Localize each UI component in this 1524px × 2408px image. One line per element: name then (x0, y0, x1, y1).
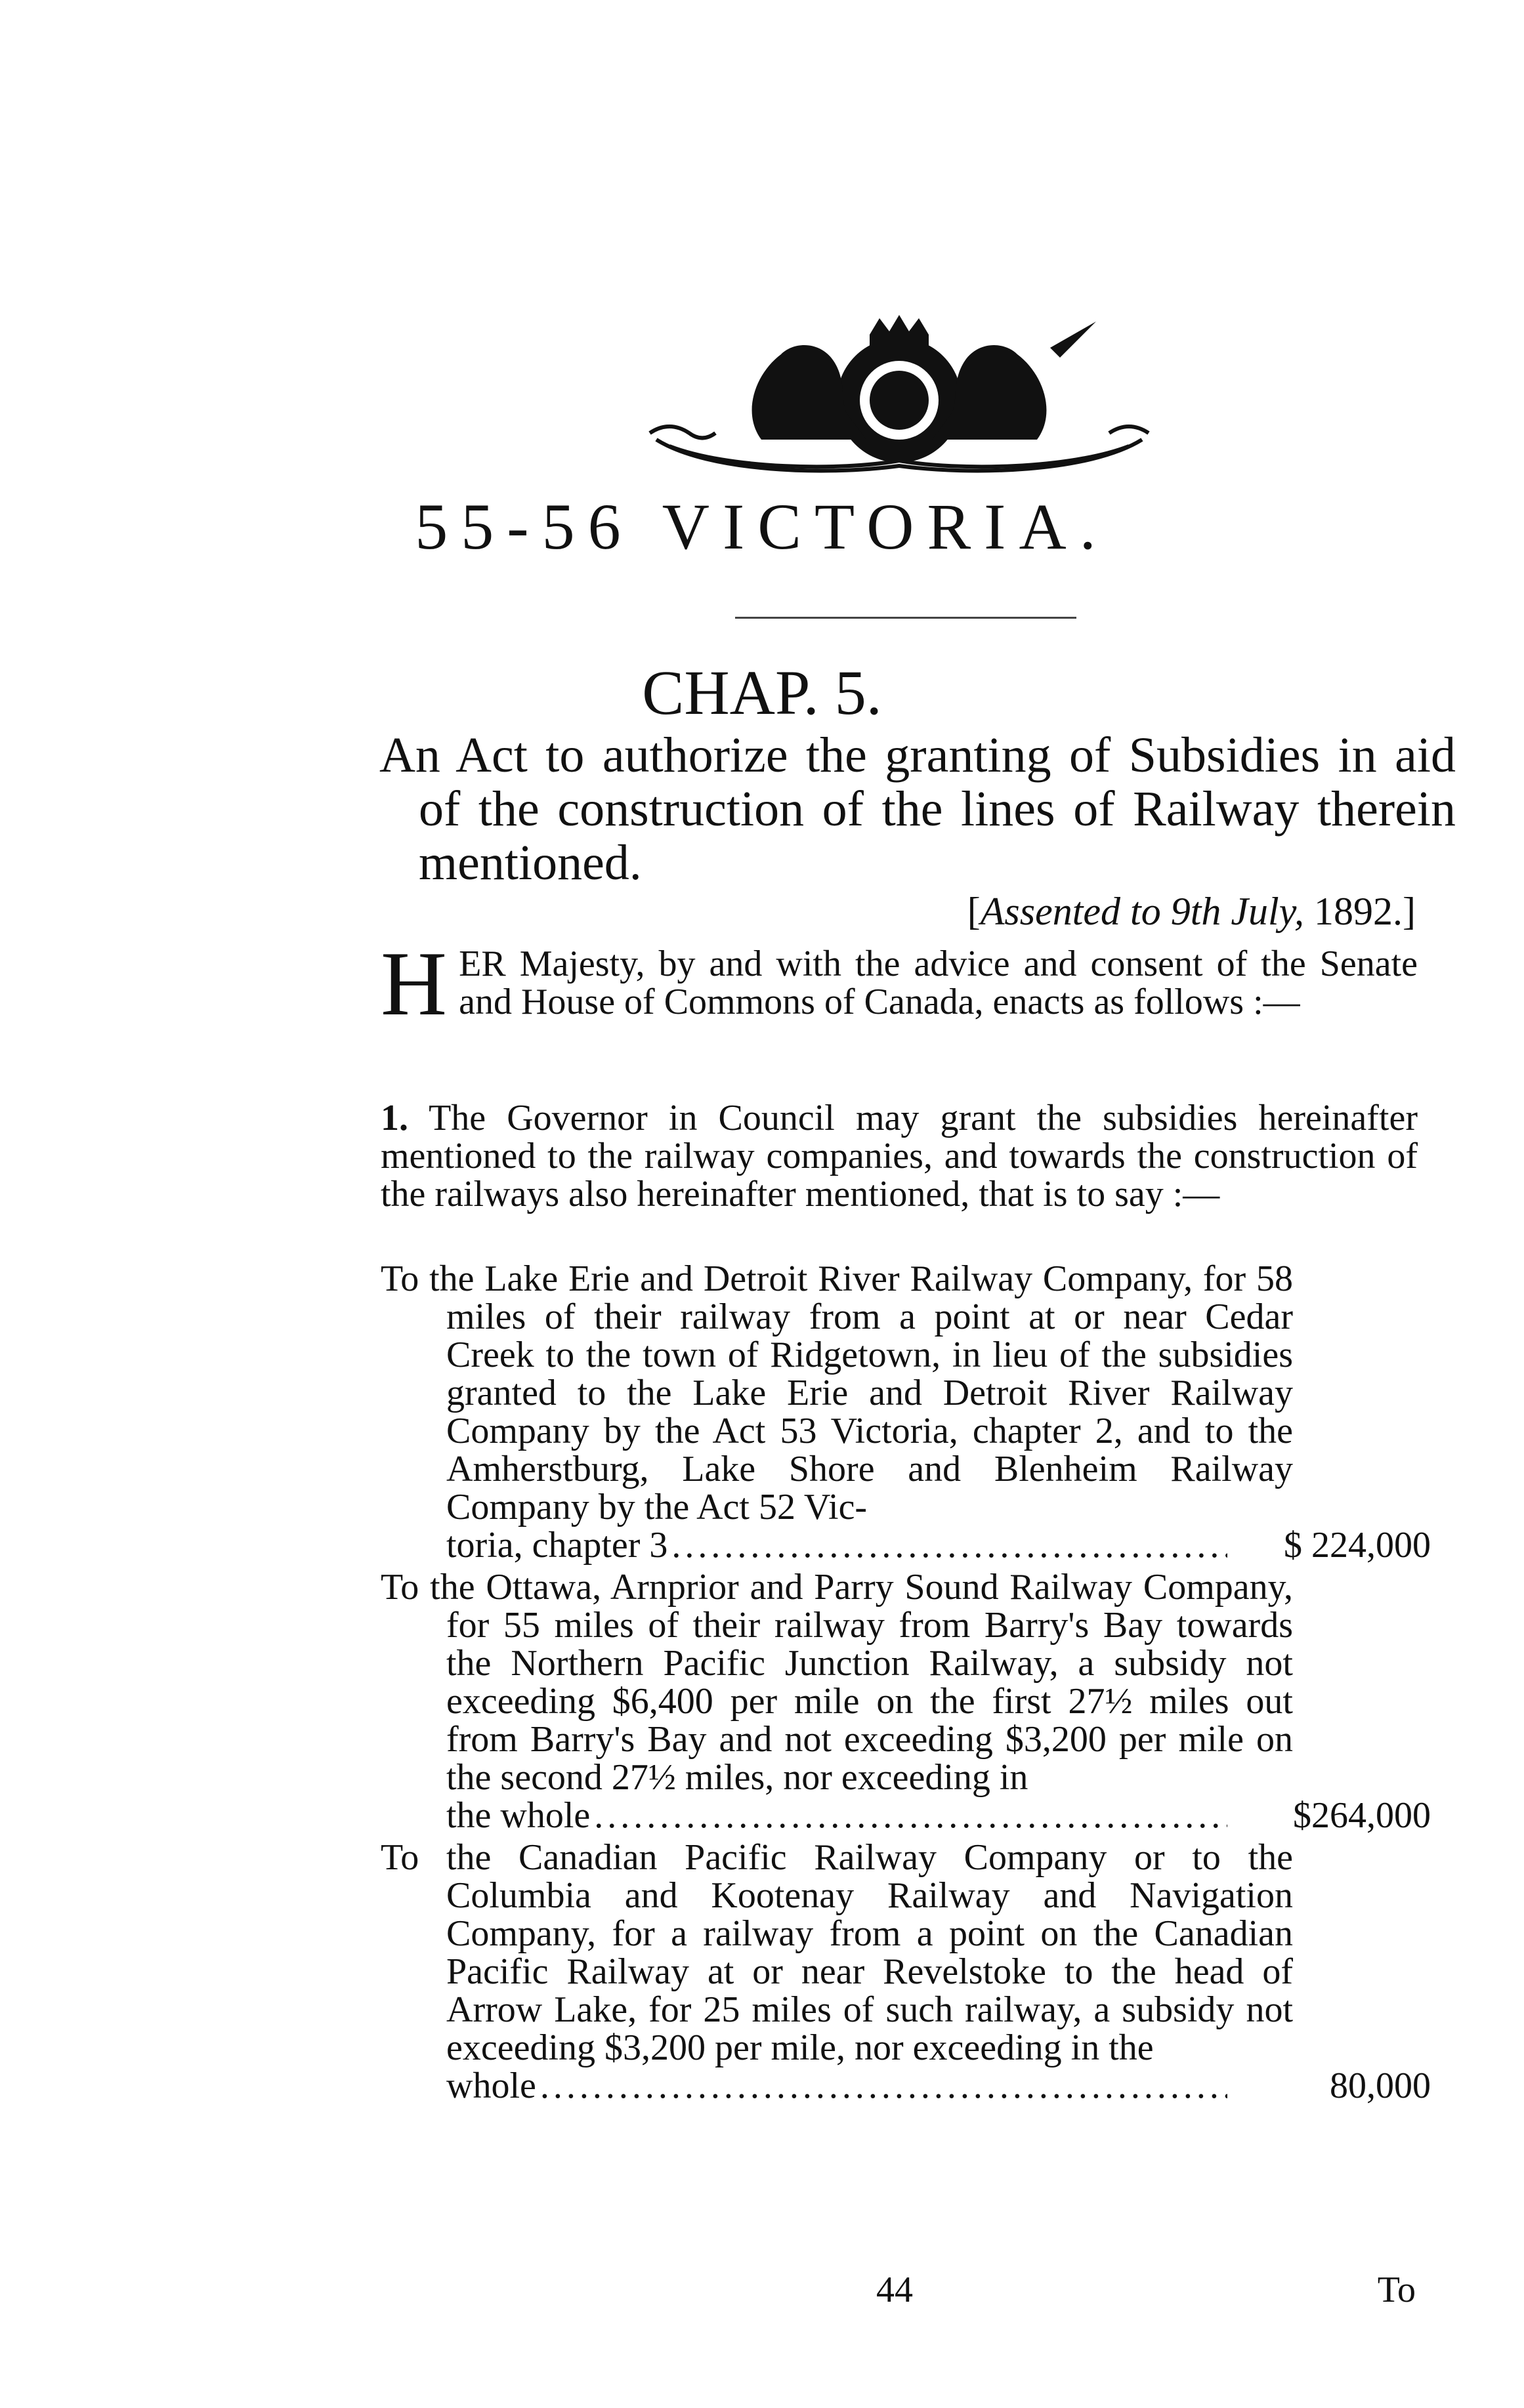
subsidy-item-end: whole (446, 2065, 536, 2106)
section-1 (381, 1099, 1418, 1213)
assent-year: 1892. (1314, 890, 1403, 933)
subsidy-item-leader (381, 1526, 1227, 1564)
enacting-text: ER Majesty, by and with the advice and consent of the Senate and House of Commons of Canada, enacts as follows :— (459, 944, 1418, 1022)
subsidy-item-end: the whole (446, 1795, 591, 1836)
dot-leader (536, 2067, 1227, 2105)
subsidy-list (381, 1260, 1431, 2109)
assent-prefix: Assented to (980, 890, 1161, 933)
subsidy-item-text: To the Ottawa, Arnprior and Parry Sound Railway Company, for 55 miles of their railway from Barry's Bay towards the Northern Pacific Junction Railway, a subsidy not exceeding $6,400 per mile on the first 27½ miles out from Barry's Bay and not exceeding $3,200 per mile on the second 27½ miles, nor exceeding in (381, 1567, 1293, 1798)
subsidy-amount: 80,000 (1330, 2065, 1431, 2106)
subsidy-item-text: To the Lake Erie and Detroit River Railway Company, for 58 miles of their railway from a point at or near Cedar Creek to the town of Ridgetown, in lieu of the subsidies granted to the Lake Erie and Detroit River Railway Company by the Act 53 Victoria, chapter 2, and to the Amherstburg, Lake Shore and Blenheim Railway Company by the Act 52 Vic- (381, 1258, 1293, 1527)
divider-rule (735, 617, 1076, 619)
subsidy-item-leader (381, 2067, 1227, 2105)
assent-line: [Assented to 9th July, 1892.] (967, 890, 1416, 933)
section-number: 1. (381, 1098, 408, 1138)
subsidy-amount: $ 224,000 (1284, 1525, 1431, 1566)
dot-leader (590, 1796, 1227, 1835)
chapter-heading: CHAP. 5. (642, 657, 882, 728)
year-title: 55-56 VICTORIA. (415, 490, 1109, 563)
subsidy-amount: $264,000 (1293, 1795, 1431, 1836)
catchword: To (1377, 2270, 1416, 2310)
dot-leader (667, 1526, 1227, 1564)
page-number: 44 (876, 2270, 913, 2310)
royal-coat-of-arms-icon (630, 308, 1168, 479)
subsidy-item-leader (381, 1796, 1227, 1835)
subsidy-item-end: toria, chapter 3 (446, 1525, 668, 1566)
subsidy-item-text: To the Canadian Pacific Railway Company or to the Columbia and Kootenay Railway and Navigation Company, for a railway from a point on the Canadian Pacific Railway at or near Revelstoke to the head of Arrow Lake, for 25 miles of such railway, a subsidy not exceeding $3,200 per mile, nor exceeding in the (381, 1837, 1293, 2068)
enacting-clause (381, 933, 1418, 1035)
assent-date: 9th July, (1170, 890, 1305, 933)
section-text: The Governor in Council may grant the subsidies hereinafter mentioned to the railway companies, and towards the construction of the railways also hereinafter mentioned, that is to say :— (381, 1098, 1418, 1214)
act-title: An Act to authorize the granting of Subsidies in aid of the construction of the lines of Railway therein mentioned. (379, 728, 1456, 890)
subsidy-item (381, 1838, 1431, 2105)
subsidy-item (381, 1568, 1431, 1835)
subsidy-item (381, 1260, 1431, 1564)
drop-cap: H (381, 933, 448, 1035)
